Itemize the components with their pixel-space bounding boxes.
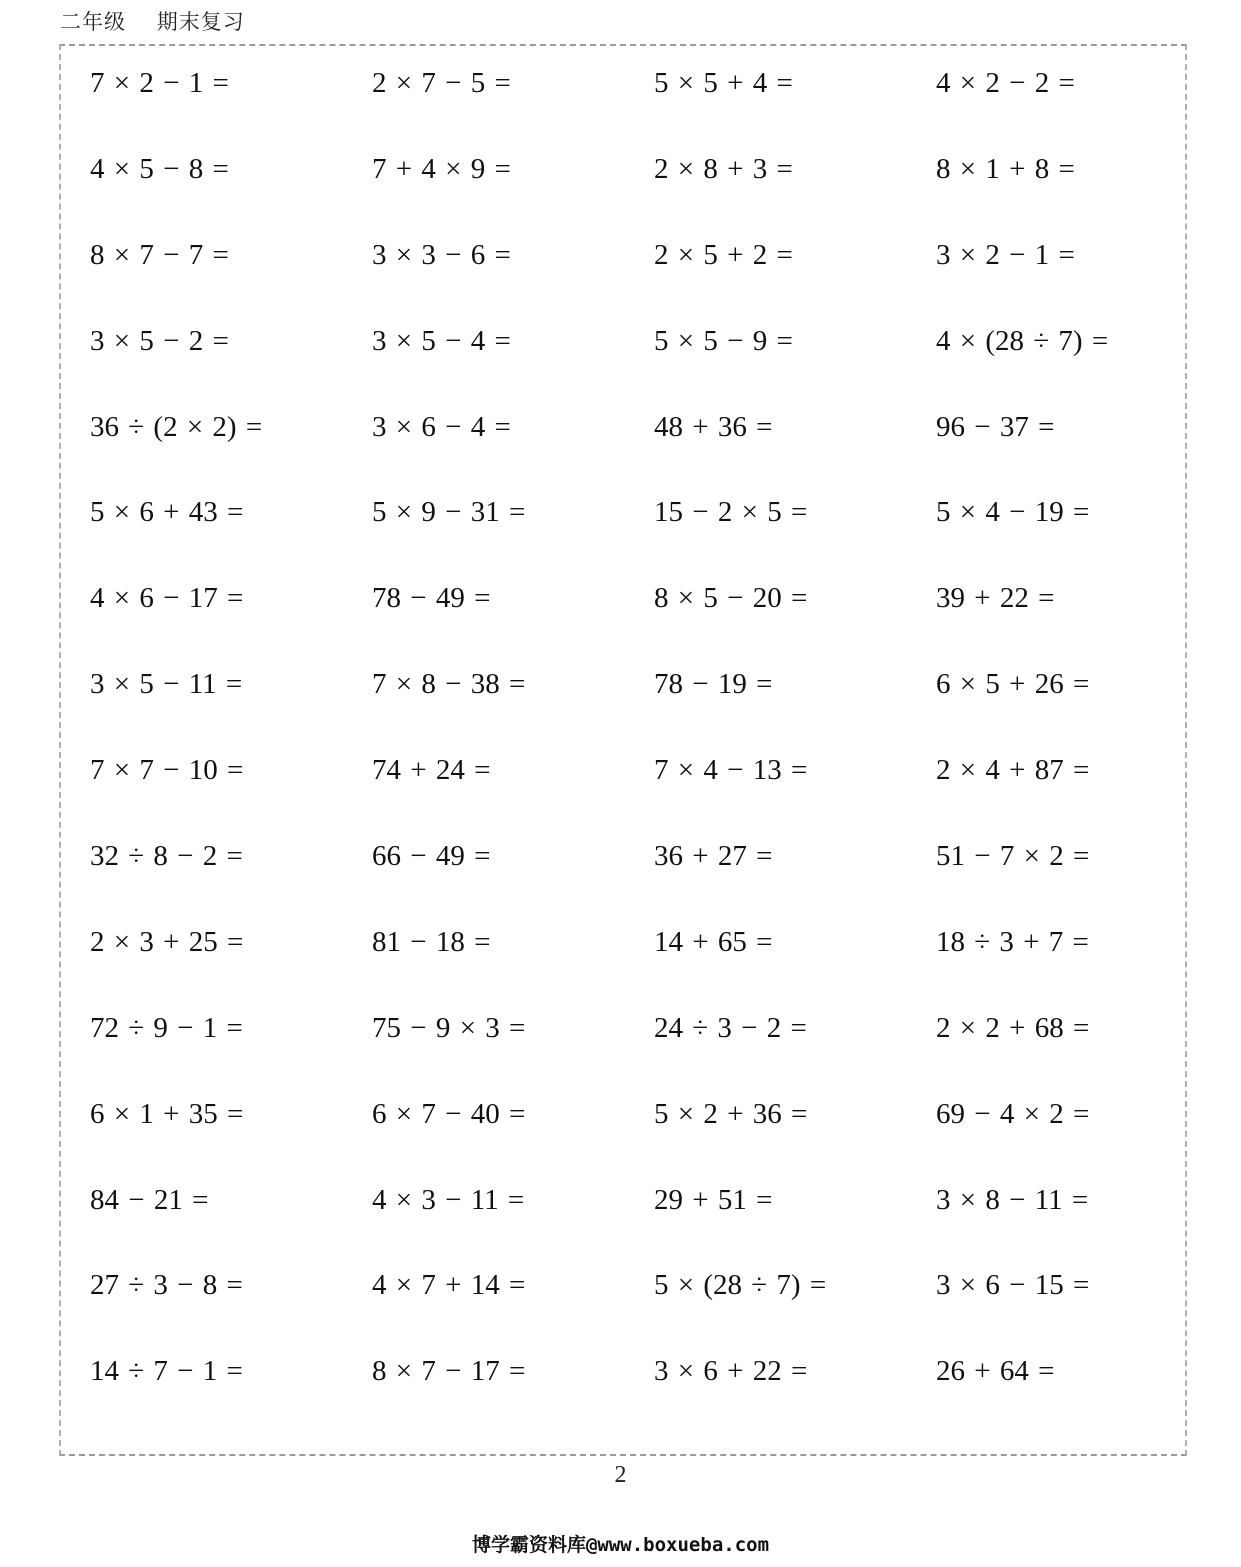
math-problem: 66 − 49 = bbox=[372, 840, 491, 873]
math-problem: 3 × 6 − 4 = bbox=[372, 410, 511, 443]
math-problem: 8 × 1 + 8 = bbox=[936, 152, 1075, 185]
math-problem: 7 × 8 − 38 = bbox=[372, 668, 526, 701]
math-problem: 4 × 7 + 14 = bbox=[372, 1269, 526, 1302]
math-problem: 3 × 5 − 11 = bbox=[90, 668, 243, 701]
math-problem: 5 × 9 − 31 = bbox=[372, 496, 526, 529]
math-problem: 8 × 7 − 7 = bbox=[90, 238, 229, 271]
math-problem: 74 + 24 = bbox=[372, 754, 491, 787]
math-problem: 2 × 5 + 2 = bbox=[654, 238, 793, 271]
math-problem: 84 − 21 = bbox=[90, 1183, 209, 1216]
math-problem: 7 × 2 − 1 = bbox=[90, 67, 229, 99]
math-problem: 4 × 6 − 17 = bbox=[90, 582, 244, 615]
math-problem: 3 × 5 − 2 = bbox=[90, 324, 229, 357]
math-problem: 75 − 9 × 3 = bbox=[372, 1011, 526, 1044]
math-problem: 3 × 8 − 11 = bbox=[936, 1183, 1089, 1216]
math-problem: 5 × (28 ÷ 7) = bbox=[654, 1269, 827, 1302]
math-problem: 7 × 4 − 13 = bbox=[654, 754, 808, 787]
math-problem: 39 + 22 = bbox=[936, 582, 1055, 615]
math-problem: 4 × (28 ÷ 7) = bbox=[936, 324, 1109, 357]
math-problem: 51 − 7 × 2 = bbox=[936, 840, 1090, 873]
math-problem: 26 + 64 = bbox=[936, 1355, 1055, 1388]
math-problem: 15 − 2 × 5 = bbox=[654, 496, 808, 529]
footer-watermark-text: 博学霸资料库@www.boxueba.com bbox=[471, 1534, 770, 1556]
math-problem: 5 × 2 + 36 = bbox=[654, 1097, 808, 1130]
math-problem: 3 × 6 + 22 = bbox=[654, 1355, 808, 1388]
math-problem: 27 ÷ 3 − 8 = bbox=[90, 1269, 243, 1302]
math-problem: 8 × 5 − 20 = bbox=[654, 582, 808, 615]
page-number: 2 bbox=[614, 1462, 627, 1488]
math-problem: 4 × 2 − 2 = bbox=[936, 67, 1075, 99]
math-problem: 2 × 7 − 5 = bbox=[372, 67, 511, 99]
page-header-title: 二年级 期末复习 bbox=[60, 10, 245, 34]
math-problem: 18 ÷ 3 + 7 = bbox=[936, 925, 1089, 958]
math-problem: 36 ÷ (2 × 2) = bbox=[90, 410, 263, 443]
math-problem: 4 × 3 − 11 = bbox=[372, 1183, 525, 1216]
math-problem: 48 + 36 = bbox=[654, 410, 773, 443]
math-problem: 5 × 5 + 4 = bbox=[654, 67, 793, 99]
math-problem: 14 + 65 = bbox=[654, 925, 773, 958]
math-problem: 24 ÷ 3 − 2 = bbox=[654, 1011, 807, 1044]
math-problem: 7 × 7 − 10 = bbox=[90, 754, 244, 787]
math-problem: 96 − 37 = bbox=[936, 410, 1055, 443]
math-problem: 7 + 4 × 9 = bbox=[372, 152, 511, 185]
math-problem: 3 × 2 − 1 = bbox=[936, 238, 1075, 271]
math-problem: 3 × 6 − 15 = bbox=[936, 1269, 1090, 1302]
math-problem: 5 × 5 − 9 = bbox=[654, 324, 793, 357]
math-problem: 6 × 7 − 40 = bbox=[372, 1097, 526, 1130]
math-problem: 78 − 19 = bbox=[654, 668, 773, 701]
math-problem: 2 × 2 + 68 = bbox=[936, 1011, 1090, 1044]
math-problem: 5 × 4 − 19 = bbox=[936, 496, 1090, 529]
math-problem: 3 × 5 − 4 = bbox=[372, 324, 511, 357]
math-problem: 2 × 4 + 87 = bbox=[936, 754, 1090, 787]
math-problem: 6 × 1 + 35 = bbox=[90, 1097, 244, 1130]
math-problem: 2 × 3 + 25 = bbox=[90, 925, 244, 958]
math-problem: 72 ÷ 9 − 1 = bbox=[90, 1011, 243, 1044]
math-problem: 81 − 18 = bbox=[372, 925, 491, 958]
math-problem: 8 × 7 − 17 = bbox=[372, 1355, 526, 1388]
math-problem: 5 × 6 + 43 = bbox=[90, 496, 244, 529]
math-problem: 6 × 5 + 26 = bbox=[936, 668, 1090, 701]
math-problem: 14 ÷ 7 − 1 = bbox=[90, 1355, 243, 1388]
math-problem: 36 + 27 = bbox=[654, 840, 773, 873]
math-problem: 4 × 5 − 8 = bbox=[90, 152, 229, 185]
math-problem: 32 ÷ 8 − 2 = bbox=[90, 840, 243, 873]
math-problem: 78 − 49 = bbox=[372, 582, 491, 615]
math-problem: 3 × 3 − 6 = bbox=[372, 238, 511, 271]
math-problem: 2 × 8 + 3 = bbox=[654, 152, 793, 185]
math-problem: 69 − 4 × 2 = bbox=[936, 1097, 1090, 1130]
math-problem: 29 + 51 = bbox=[654, 1183, 773, 1216]
problem-grid bbox=[90, 61, 1150, 1435]
